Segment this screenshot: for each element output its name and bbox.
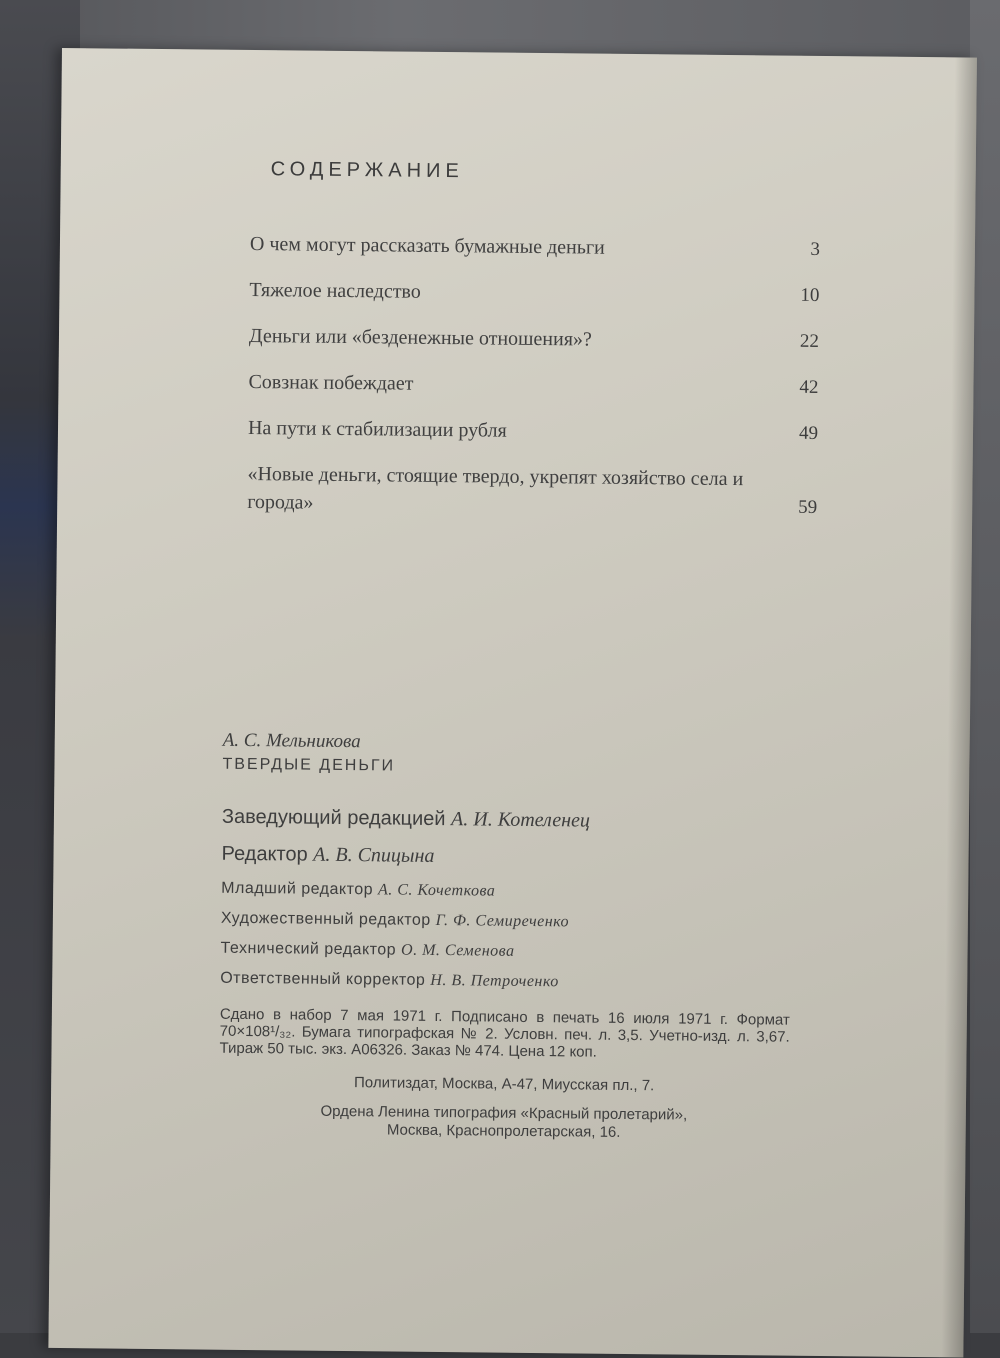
toc-entry	[248, 368, 818, 402]
toc-entry-title: «Новые деньги, стоящие твердо, укрепят хозяйство села и города»	[247, 462, 744, 514]
publisher-address: Политиздат, Москва, А-47, Миусская пл., 7.	[353, 1074, 655, 1095]
toc-entry	[247, 460, 818, 522]
toc-entry-title: Деньги или «безденежные отношения»?	[248, 324, 592, 351]
toc-entry-title: О чем могут рассказать бумажные деньги	[249, 232, 605, 259]
toc-entry-page: 49	[798, 422, 819, 444]
toc-entry-title: На пути к стабилизации рубля	[247, 416, 507, 442]
imprint	[219, 730, 823, 1144]
toc-entry-page: 3	[810, 238, 821, 260]
toc-entry-page: 10	[800, 284, 820, 306]
credit-proofreader	[220, 970, 820, 994]
credit-chief-editor	[222, 806, 822, 835]
credit-editor	[221, 843, 821, 872]
credit-tech-editor	[220, 940, 820, 964]
credit-person: О. М. Семенова	[400, 941, 515, 960]
credit-junior-editor	[221, 880, 821, 904]
toc-entry	[249, 322, 819, 356]
credit-label: Ответственный корректор	[220, 969, 426, 989]
toc-entry-page: 22	[799, 330, 820, 352]
credit-person: Г. Ф. Семиреченко	[435, 911, 570, 931]
print-details: Сдано в набор 7 мая 1971 г. Подписано в печать 16 июля 1971 г. Формат 70×108¹/₃₂. Бумага типографская № 2. Условн. печ. л. 3,5. Учетно-изд. л. 3,67. Тираж 50 тыс. экз. А06326. Заказ № 474. Цена 12 коп.	[219, 1005, 790, 1061]
credit-label: Редактор	[221, 842, 308, 866]
credit-label: Технический редактор	[220, 939, 397, 959]
printer-line: Ордена Ленина типография «Красный пролетарий»,	[320, 1102, 688, 1124]
toc-entry-title: Тяжелое наследство	[249, 278, 421, 303]
table-of-contents	[247, 230, 820, 540]
toc-entry-page: 59	[798, 496, 818, 518]
credit-person: А. С. Кочеткова	[377, 881, 496, 900]
credit-art-editor	[221, 910, 821, 934]
credit-label: Заведующий редакцией	[221, 805, 446, 831]
toc-entry	[249, 276, 819, 310]
toc-entry	[250, 230, 820, 264]
book-page	[48, 48, 977, 1358]
credit-person: Н. В. Петроченко	[430, 971, 559, 991]
toc-entry	[248, 414, 818, 448]
toc-entry-title: Совзнак побеждает	[248, 370, 414, 395]
printer-line: Москва, Краснопролетарская, 16.	[386, 1121, 621, 1141]
toc-entry-page: 42	[799, 376, 819, 398]
toc-heading: СОДЕРЖАНИЕ	[270, 158, 464, 183]
author-name: А. С. Мельникова	[222, 729, 361, 753]
credit-label: Младший редактор	[221, 879, 374, 899]
credit-person: А. И. Котеленец	[450, 808, 591, 832]
credit-label: Художественный редактор	[220, 909, 431, 929]
book-title: ТВЕРДЫЕ ДЕНЬГИ	[222, 755, 396, 775]
printer-info	[219, 1102, 789, 1144]
credit-person: А. В. Спицына	[313, 843, 435, 867]
